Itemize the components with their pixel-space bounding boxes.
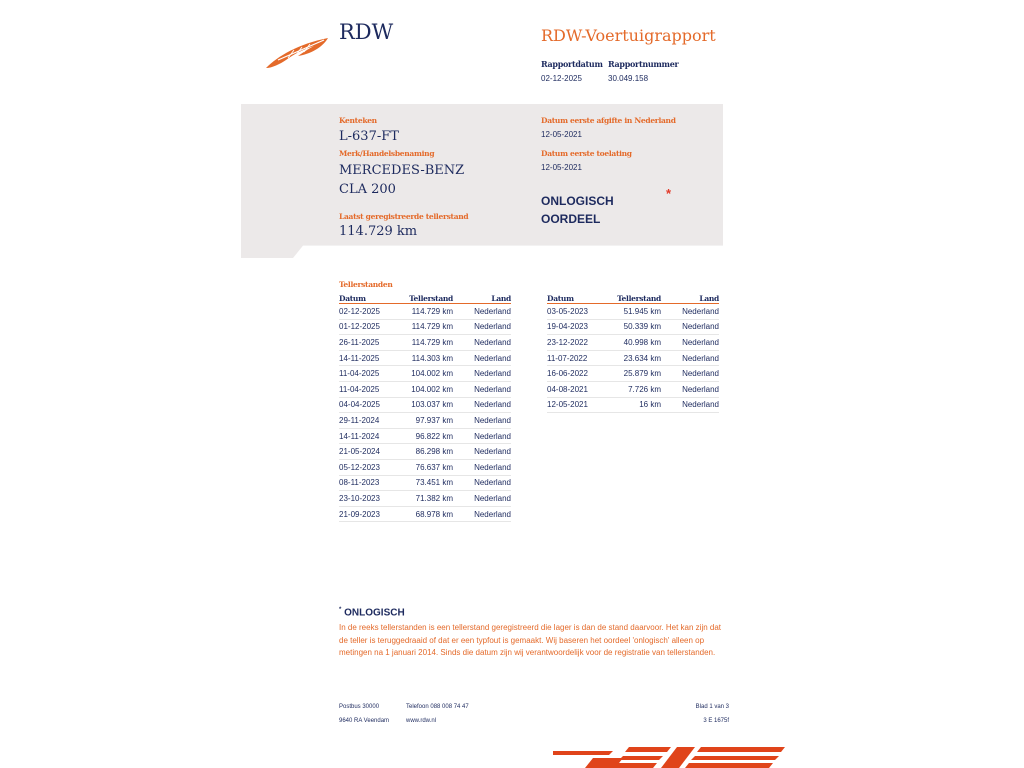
report-number-value: 30.049.158	[608, 74, 649, 83]
cell-country: Nederland	[453, 304, 511, 320]
table-row	[547, 319, 719, 335]
footer-code: 3 E 1675f	[703, 718, 729, 724]
brand-name: RDW	[339, 20, 394, 44]
column-header-date: Datum	[547, 292, 609, 304]
cell-reading: 23.634 km	[609, 350, 661, 366]
cell-reading: 51.945 km	[609, 304, 661, 320]
first-issue-nl-value: 12-05-2021	[541, 130, 582, 139]
table-row	[547, 381, 719, 397]
cell-date: 08-11-2023	[339, 475, 401, 491]
cell-date: 11-04-2025	[339, 381, 401, 397]
cell-country: Nederland	[661, 350, 719, 366]
odometer-value: 114.729 km	[339, 224, 418, 239]
cell-date: 11-04-2025	[339, 366, 401, 382]
footer-phone: Telefoon 088 008 74 47	[406, 704, 469, 710]
cell-country: Nederland	[453, 506, 511, 522]
report-number-block	[608, 59, 678, 83]
table-row	[547, 304, 719, 320]
cell-country: Nederland	[453, 366, 511, 382]
footnote-title	[339, 607, 405, 618]
table-row	[339, 304, 511, 320]
cell-country: Nederland	[453, 475, 511, 491]
cell-country: Nederland	[453, 444, 511, 460]
cell-reading: 114.303 km	[401, 350, 453, 366]
cell-country: Nederland	[453, 319, 511, 335]
feather-logo-icon	[264, 34, 330, 70]
odometer-table-right	[547, 292, 719, 413]
footer-page-number: Blad 1 van 3	[695, 704, 729, 710]
cell-reading: 86.298 km	[401, 444, 453, 460]
odometer-table-title: Tellerstanden	[339, 280, 393, 289]
verdict-line-2: OORDEEL	[541, 212, 601, 226]
first-admission-label: Datum eerste toelating	[541, 149, 632, 158]
cell-date: 23-10-2023	[339, 491, 401, 507]
cell-date: 04-08-2021	[547, 381, 609, 397]
table-header-row	[339, 292, 511, 304]
cell-reading: 68.978 km	[401, 506, 453, 522]
cell-reading: 103.037 km	[401, 397, 453, 413]
cell-date: 04-04-2025	[339, 397, 401, 413]
footer-website[interactable]: www.rdw.nl	[406, 718, 437, 724]
table-row	[547, 397, 719, 413]
cell-date: 23-12-2022	[547, 335, 609, 351]
cell-date: 21-05-2024	[339, 444, 401, 460]
table-row	[339, 506, 511, 522]
odometer-table-left	[339, 292, 511, 522]
cell-country: Nederland	[661, 381, 719, 397]
footnote-title-text: ONLOGISCH	[344, 607, 405, 619]
cell-date: 19-04-2023	[547, 319, 609, 335]
column-header-date: Datum	[339, 292, 401, 304]
cell-country: Nederland	[453, 381, 511, 397]
cell-country: Nederland	[661, 304, 719, 320]
table-row	[547, 350, 719, 366]
cell-date: 26-11-2025	[339, 335, 401, 351]
report-date-block	[541, 59, 603, 83]
cell-country: Nederland	[661, 366, 719, 382]
cell-country: Nederland	[661, 397, 719, 413]
column-header-country: Land	[661, 292, 719, 304]
column-header-country: Land	[453, 292, 511, 304]
vehicle-summary-panel	[241, 104, 723, 258]
footer-decoration-stripes-icon	[553, 745, 785, 768]
column-header-reading: Tellerstand	[401, 292, 453, 304]
table-row	[339, 444, 511, 460]
plate-label: Kenteken	[339, 116, 377, 125]
cell-date: 29-11-2024	[339, 413, 401, 429]
table-row	[339, 319, 511, 335]
cell-reading: 25.879 km	[609, 366, 661, 382]
odometer-verdict	[541, 192, 651, 228]
cell-reading: 114.729 km	[401, 335, 453, 351]
table-row	[339, 459, 511, 475]
cell-reading: 73.451 km	[401, 475, 453, 491]
cell-reading: 40.998 km	[609, 335, 661, 351]
cell-country: Nederland	[453, 428, 511, 444]
make-label: Merk/Handelsbenaming	[339, 149, 435, 158]
cell-reading: 114.729 km	[401, 304, 453, 320]
table-row	[339, 491, 511, 507]
first-issue-nl-label: Datum eerste afgifte in Nederland	[541, 116, 676, 125]
report-title: RDW-Voertuigrapport	[541, 26, 716, 45]
cell-reading: 104.002 km	[401, 381, 453, 397]
table-row	[547, 335, 719, 351]
cell-country: Nederland	[453, 459, 511, 475]
cell-country: Nederland	[453, 350, 511, 366]
cell-date: 11-07-2022	[547, 350, 609, 366]
first-admission-value: 12-05-2021	[541, 163, 582, 172]
table-row	[547, 366, 719, 382]
cell-reading: 50.339 km	[609, 319, 661, 335]
report-number-label: Rapportnummer	[608, 59, 679, 69]
cell-date: 02-12-2025	[339, 304, 401, 320]
model-value: CLA 200	[339, 182, 396, 197]
cell-date: 12-05-2021	[547, 397, 609, 413]
cell-country: Nederland	[453, 397, 511, 413]
footnote-text: In de reeks tellerstanden is een tellerstand geregistreerd die lager is dan de stand daarvoor. Het kan zijn dat de teller is teruggedraaid of dat er een typfout is gemaakt. Wij baseren het oordeel 'onlogisch' alleen op metingen na 1 januari 2014. Sinds die datum zijn wij verantwoordelijk voor de registratie van tellerstanden.	[339, 623, 722, 658]
table-row	[339, 397, 511, 413]
cell-reading: 16 km	[609, 397, 661, 413]
cell-country: Nederland	[661, 319, 719, 335]
cell-country: Nederland	[453, 491, 511, 507]
cell-date: 05-12-2023	[339, 459, 401, 475]
odometer-label: Laatst geregistreerde tellerstand	[339, 212, 469, 221]
cell-date: 16-06-2022	[547, 366, 609, 382]
cell-reading: 114.729 km	[401, 319, 453, 335]
cell-date: 03-05-2023	[547, 304, 609, 320]
cell-date: 14-11-2024	[339, 428, 401, 444]
table-row	[339, 381, 511, 397]
table-row	[339, 366, 511, 382]
cell-date: 01-12-2025	[339, 319, 401, 335]
footnote-asterisk: *	[339, 607, 342, 613]
cell-reading: 7.726 km	[609, 381, 661, 397]
cell-country: Nederland	[661, 335, 719, 351]
footer-po-box: Postbus 30000	[339, 704, 380, 710]
footer-postal-city: 9640 RA Veendam	[339, 718, 390, 724]
cell-country: Nederland	[453, 335, 511, 351]
verdict-line-1: ONLOGISCH	[541, 194, 614, 208]
table-row	[339, 350, 511, 366]
cell-reading: 96.822 km	[401, 428, 453, 444]
cell-reading: 71.382 km	[401, 491, 453, 507]
plate-value: L-637-FT	[339, 129, 399, 144]
table-header-row	[547, 292, 719, 304]
cell-date: 21-09-2023	[339, 506, 401, 522]
table-row	[339, 335, 511, 351]
column-header-reading: Tellerstand	[609, 292, 661, 304]
cell-reading: 97.937 km	[401, 413, 453, 429]
cell-reading: 104.002 km	[401, 366, 453, 382]
report-date-label: Rapportdatum	[541, 59, 603, 69]
table-row	[339, 475, 511, 491]
table-row	[339, 428, 511, 444]
table-row	[339, 413, 511, 429]
verdict-asterisk: *	[666, 186, 672, 201]
report-date-value: 02-12-2025	[541, 74, 582, 83]
cell-date: 14-11-2025	[339, 350, 401, 366]
make-value: MERCEDES-BENZ	[339, 163, 465, 178]
cell-reading: 76.637 km	[401, 459, 453, 475]
cell-country: Nederland	[453, 413, 511, 429]
